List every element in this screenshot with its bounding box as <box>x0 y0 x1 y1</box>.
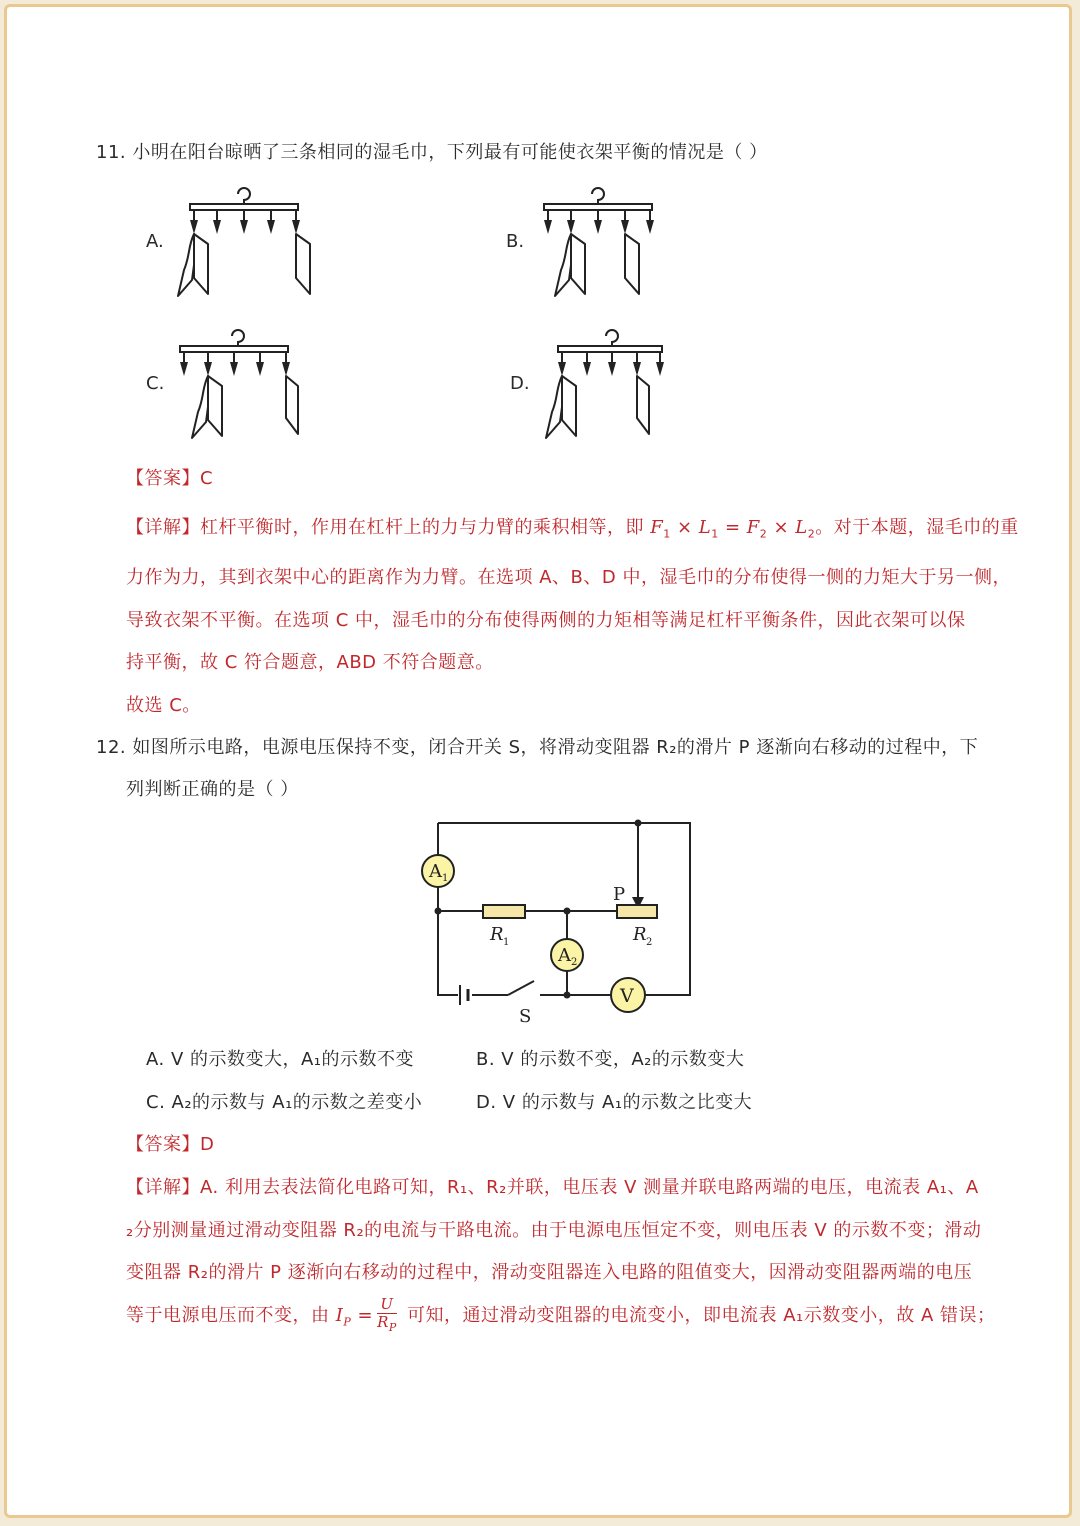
q12-answer-value: D <box>200 1134 215 1155</box>
q11-detail-line-4: 持平衡，故 C 符合题意，ABD 不符合题意。 <box>126 652 494 673</box>
q12-option-d: D. V 的示数与 A₁的示数之比变大 <box>476 1092 753 1113</box>
resistor-r1 <box>483 905 525 918</box>
q11-answer-tag: 【答案】 <box>126 468 200 489</box>
q12-detail-line-2: ₂分别测量通过滑动变阻器 R₂的电流与干路电流。由于电源电压恒定不变，则电压表 V 的示数不变；滑动 <box>126 1220 982 1241</box>
r2-label: R <box>633 924 647 945</box>
current-formula: $I_P$ = $\frac{U}{R_P}$ <box>335 1295 397 1334</box>
q11-detail-1a: 杠杆平衡时，作用在杠杆上的力与力臂的乘积相等，即 <box>200 517 644 538</box>
q12-stem-line-2: 列判断正确的是（ ） <box>126 779 299 800</box>
s-label: S <box>519 1006 532 1027</box>
p-label: P <box>613 884 626 905</box>
lever-formula: $F_1 \times L_1 = F_2 \times L_2$ <box>650 517 816 541</box>
hanger-figure-c <box>170 322 320 442</box>
q12-detail-4a: 等于电源电压而不变，由 <box>126 1305 330 1326</box>
q11-option-a-label: A. <box>146 231 164 252</box>
resistor-r2 <box>617 905 657 918</box>
r2-sub: 2 <box>646 937 653 948</box>
q12-detail-4b: 可知，通过滑动变阻器的电流变小，即电流表 A₁示数变小，故 A 错误； <box>407 1305 996 1326</box>
q11-conclusion: 故选 C。 <box>126 695 201 716</box>
r1-sub: 1 <box>503 937 510 948</box>
q12-stem-line-1: 12. 如图所示电路，电源电压保持不变，闭合开关 S，将滑动变阻器 R₂的滑片 P 逐渐向右移动的过程中，下 <box>96 737 979 758</box>
q12-detail-line-4 <box>126 1296 996 1336</box>
hanger-figure-a <box>170 180 320 300</box>
q11-option-c-label: C. <box>146 373 165 394</box>
q11-answer <box>126 464 213 490</box>
a2-label: A <box>558 945 571 966</box>
q11-option-d-label: D. <box>510 373 530 394</box>
q12-detail-line-1 <box>126 1173 979 1199</box>
q11-detail-tag: 【详解】 <box>126 517 200 538</box>
hanger-figure-b <box>530 180 680 300</box>
q12-detail-line-3: 变阻器 R₂的滑片 P 逐渐向右移动的过程中，滑动变阻器连入电路的阻值变大，因滑动变阻器两端的电压 <box>126 1262 973 1283</box>
a1-sub: 1 <box>442 873 449 884</box>
q12-option-b: B. V 的示数不变，A₂的示数变大 <box>476 1049 745 1070</box>
q11-option-b-label: B. <box>506 231 525 252</box>
q12-answer-tag: 【答案】 <box>126 1134 200 1155</box>
q11-answer-value: C <box>200 468 214 489</box>
a2-sub: 2 <box>571 957 578 968</box>
circuit-diagram <box>410 815 710 1030</box>
q12-option-c: C. A₂的示数与 A₁的示数之差变小 <box>146 1092 423 1113</box>
q11-stem: 11. 小明在阳台晾晒了三条相同的湿毛巾，下列最有可能使衣架平衡的情况是（ ） <box>96 142 768 163</box>
q12-detail-tag: 【详解】 <box>126 1177 200 1198</box>
q11-detail-line-3: 导致衣架不平衡。在选项 C 中，湿毛巾的分布使得两侧的力矩相等满足杠杆平衡条件，因此衣架可以保 <box>126 610 966 631</box>
q12-detail-1: A. 利用去表法简化电路可知，R₁、R₂并联，电压表 V 测量并联电路两端的电压，电流表 A₁、A <box>200 1177 979 1198</box>
q11-detail-1b: 。对于本题，湿毛巾的重 <box>815 517 1019 538</box>
a1-label: A <box>429 861 442 882</box>
q11-detail-line-2: 力作为力，其到衣架中心的距离作为力臂。在选项 A、B、D 中，湿毛巾的分布使得一侧的力矩大于另一侧， <box>126 567 1011 588</box>
q11-detail-line-1 <box>126 513 1019 541</box>
hanger-figure-d <box>536 322 686 442</box>
v-label: V <box>620 985 634 1007</box>
q12-option-a: A. V 的示数变大，A₁的示数不变 <box>146 1049 415 1070</box>
q12-answer <box>126 1130 214 1156</box>
r1-label: R <box>490 924 504 945</box>
